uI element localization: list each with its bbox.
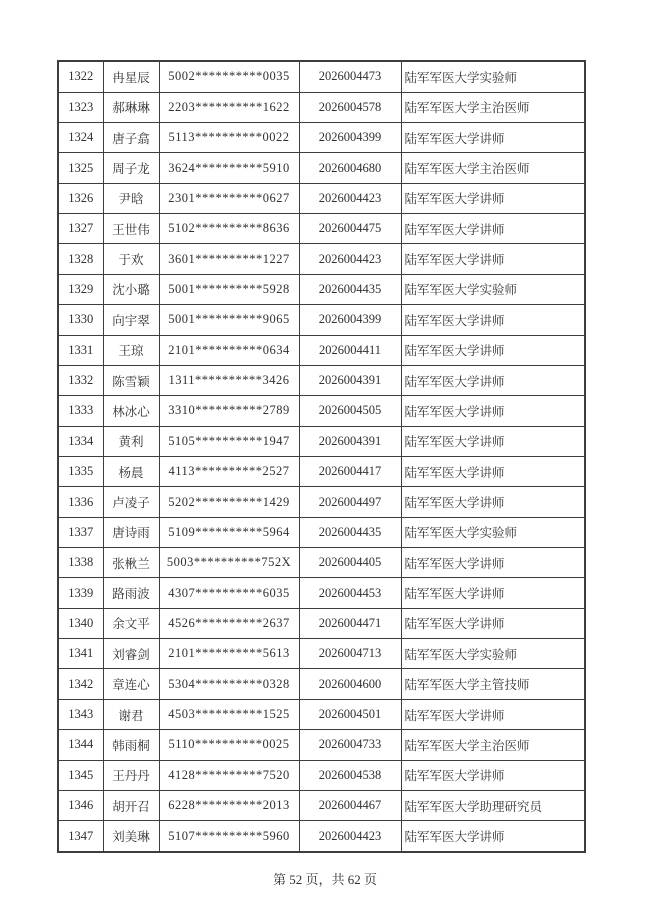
- cell-name: 林冰心: [103, 396, 159, 426]
- cell-id-number: 2101**********0634: [159, 335, 299, 365]
- cell-registration-number: 2026004423: [299, 244, 401, 274]
- cell-id-number: 5001**********9065: [159, 305, 299, 335]
- cell-name: 卢凌子: [103, 487, 159, 517]
- cell-serial-number: 1335: [58, 456, 103, 486]
- cell-name: 韩雨桐: [103, 730, 159, 760]
- cell-serial-number: 1333: [58, 396, 103, 426]
- cell-name: 黄利: [103, 426, 159, 456]
- cell-unit-title: 陆军军医大学讲师: [401, 608, 585, 638]
- cell-id-number: 2203**********1622: [159, 92, 299, 122]
- cell-registration-number: 2026004501: [299, 699, 401, 729]
- cell-registration-number: 2026004467: [299, 790, 401, 820]
- cell-id-number: 4526**********2637: [159, 608, 299, 638]
- cell-id-number: 5001**********5928: [159, 274, 299, 304]
- cell-name: 王丹丹: [103, 760, 159, 790]
- table-row: [58, 548, 585, 578]
- cell-serial-number: 1325: [58, 153, 103, 183]
- cell-registration-number: 2026004435: [299, 274, 401, 304]
- cell-serial-number: 1346: [58, 790, 103, 820]
- cell-registration-number: 2026004475: [299, 214, 401, 244]
- cell-serial-number: 1328: [58, 244, 103, 274]
- cell-name: 冉星辰: [103, 61, 159, 92]
- table-row: [58, 456, 585, 486]
- cell-serial-number: 1323: [58, 92, 103, 122]
- table-body: [58, 61, 585, 852]
- cell-registration-number: 2026004473: [299, 61, 401, 92]
- cell-serial-number: 1344: [58, 730, 103, 760]
- cell-serial-number: 1334: [58, 426, 103, 456]
- cell-unit-title: 陆军军医大学主治医师: [401, 153, 585, 183]
- cell-id-number: 4503**********1525: [159, 699, 299, 729]
- cell-unit-title: 陆军军医大学讲师: [401, 456, 585, 486]
- cell-id-number: 5202**********1429: [159, 487, 299, 517]
- cell-serial-number: 1336: [58, 487, 103, 517]
- cell-unit-title: 陆军军医大学主治医师: [401, 730, 585, 760]
- cell-unit-title: 陆军军医大学实验师: [401, 274, 585, 304]
- cell-serial-number: 1343: [58, 699, 103, 729]
- cell-unit-title: 陆军军医大学讲师: [401, 305, 585, 335]
- cell-id-number: 5304**********0328: [159, 669, 299, 699]
- cell-registration-number: 2026004411: [299, 335, 401, 365]
- cell-unit-title: 陆军军医大学讲师: [401, 699, 585, 729]
- cell-id-number: 2101**********5613: [159, 639, 299, 669]
- cell-registration-number: 2026004435: [299, 517, 401, 547]
- cell-name: 尹晗: [103, 183, 159, 213]
- cell-serial-number: 1345: [58, 760, 103, 790]
- cell-unit-title: 陆军军医大学讲师: [401, 760, 585, 790]
- cell-unit-title: 陆军军医大学讲师: [401, 426, 585, 456]
- cell-name: 胡开召: [103, 790, 159, 820]
- cell-serial-number: 1332: [58, 365, 103, 395]
- cell-unit-title: 陆军军医大学讲师: [401, 214, 585, 244]
- cell-serial-number: 1331: [58, 335, 103, 365]
- cell-registration-number: 2026004453: [299, 578, 401, 608]
- table-row: [58, 426, 585, 456]
- cell-serial-number: 1338: [58, 548, 103, 578]
- cell-serial-number: 1327: [58, 214, 103, 244]
- cell-registration-number: 2026004391: [299, 426, 401, 456]
- table-row: [58, 123, 585, 153]
- cell-unit-title: 陆军军医大学讲师: [401, 183, 585, 213]
- cell-name: 唐子翕: [103, 123, 159, 153]
- cell-id-number: 4113**********2527: [159, 456, 299, 486]
- cell-serial-number: 1341: [58, 639, 103, 669]
- cell-registration-number: 2026004423: [299, 821, 401, 852]
- page-footer: 第 52 页，共 62 页: [272, 872, 377, 887]
- cell-unit-title: 陆军军医大学实验师: [401, 61, 585, 92]
- table-row: [58, 274, 585, 304]
- table-row: [58, 608, 585, 638]
- cell-serial-number: 1340: [58, 608, 103, 638]
- cell-id-number: 3624**********5910: [159, 153, 299, 183]
- cell-registration-number: 2026004399: [299, 123, 401, 153]
- cell-id-number: 5003**********752X: [159, 548, 299, 578]
- cell-name: 章连心: [103, 669, 159, 699]
- cell-unit-title: 陆军军医大学讲师: [401, 335, 585, 365]
- cell-unit-title: 陆军军医大学主治医师: [401, 92, 585, 122]
- cell-serial-number: 1324: [58, 123, 103, 153]
- table-row: [58, 153, 585, 183]
- cell-name: 谢君: [103, 699, 159, 729]
- cell-id-number: 5110**********0025: [159, 730, 299, 760]
- cell-id-number: 2301**********0627: [159, 183, 299, 213]
- cell-registration-number: 2026004497: [299, 487, 401, 517]
- cell-id-number: 4307**********6035: [159, 578, 299, 608]
- cell-name: 唐诗雨: [103, 517, 159, 547]
- cell-unit-title: 陆军军医大学讲师: [401, 821, 585, 852]
- cell-name: 余文平: [103, 608, 159, 638]
- table-row: [58, 730, 585, 760]
- cell-registration-number: 2026004505: [299, 396, 401, 426]
- table-row: [58, 578, 585, 608]
- cell-name: 杨晨: [103, 456, 159, 486]
- table-row: [58, 396, 585, 426]
- cell-unit-title: 陆军军医大学实验师: [401, 639, 585, 669]
- cell-serial-number: 1339: [58, 578, 103, 608]
- table-row: [58, 335, 585, 365]
- cell-name: 郝琳琳: [103, 92, 159, 122]
- cell-name: 沈小璐: [103, 274, 159, 304]
- cell-name: 王琼: [103, 335, 159, 365]
- table-row: [58, 305, 585, 335]
- cell-id-number: 5109**********5964: [159, 517, 299, 547]
- cell-id-number: 5113**********0022: [159, 123, 299, 153]
- cell-serial-number: 1347: [58, 821, 103, 852]
- cell-name: 陈雪颖: [103, 365, 159, 395]
- cell-id-number: 6228**********2013: [159, 790, 299, 820]
- cell-name: 刘睿剑: [103, 639, 159, 669]
- cell-name: 王世伟: [103, 214, 159, 244]
- cell-name: 张楸兰: [103, 548, 159, 578]
- cell-name: 于欢: [103, 244, 159, 274]
- cell-unit-title: 陆军军医大学讲师: [401, 578, 585, 608]
- cell-name: 路雨波: [103, 578, 159, 608]
- cell-serial-number: 1337: [58, 517, 103, 547]
- table-row: [58, 639, 585, 669]
- table-row: [58, 790, 585, 820]
- cell-registration-number: 2026004391: [299, 365, 401, 395]
- cell-id-number: 4128**********7520: [159, 760, 299, 790]
- cell-registration-number: 2026004423: [299, 183, 401, 213]
- cell-unit-title: 陆军军医大学讲师: [401, 365, 585, 395]
- table-row: [58, 517, 585, 547]
- cell-unit-title: 陆军军医大学讲师: [401, 396, 585, 426]
- cell-id-number: 5102**********8636: [159, 214, 299, 244]
- cell-unit-title: 陆军军医大学讲师: [401, 487, 585, 517]
- cell-unit-title: 陆军军医大学讲师: [401, 548, 585, 578]
- cell-registration-number: 2026004733: [299, 730, 401, 760]
- cell-id-number: 5105**********1947: [159, 426, 299, 456]
- table-row: [58, 214, 585, 244]
- cell-id-number: 5002**********0035: [159, 61, 299, 92]
- cell-name: 刘美琳: [103, 821, 159, 852]
- table-row: [58, 669, 585, 699]
- cell-serial-number: 1342: [58, 669, 103, 699]
- cell-name: 周子龙: [103, 153, 159, 183]
- table-row: [58, 92, 585, 122]
- table-row: [58, 487, 585, 517]
- personnel-table: [57, 60, 586, 853]
- table-row: [58, 699, 585, 729]
- cell-registration-number: 2026004578: [299, 92, 401, 122]
- cell-registration-number: 2026004713: [299, 639, 401, 669]
- table-row: [58, 760, 585, 790]
- cell-serial-number: 1326: [58, 183, 103, 213]
- cell-registration-number: 2026004405: [299, 548, 401, 578]
- cell-id-number: 1311**********3426: [159, 365, 299, 395]
- cell-registration-number: 2026004399: [299, 305, 401, 335]
- cell-id-number: 5107**********5960: [159, 821, 299, 852]
- cell-unit-title: 陆军军医大学助理研究员: [401, 790, 585, 820]
- cell-unit-title: 陆军军医大学实验师: [401, 517, 585, 547]
- cell-registration-number: 2026004471: [299, 608, 401, 638]
- cell-registration-number: 2026004680: [299, 153, 401, 183]
- cell-registration-number: 2026004417: [299, 456, 401, 486]
- cell-unit-title: 陆军军医大学主管技师: [401, 669, 585, 699]
- cell-unit-title: 陆军军医大学讲师: [401, 123, 585, 153]
- cell-id-number: 3310**********2789: [159, 396, 299, 426]
- cell-name: 向宇翠: [103, 305, 159, 335]
- table-row: [58, 365, 585, 395]
- table-row: [58, 61, 585, 92]
- table-row: [58, 821, 585, 852]
- cell-serial-number: 1329: [58, 274, 103, 304]
- cell-registration-number: 2026004600: [299, 669, 401, 699]
- cell-serial-number: 1322: [58, 61, 103, 92]
- table-row: [58, 183, 585, 213]
- cell-serial-number: 1330: [58, 305, 103, 335]
- cell-id-number: 3601**********1227: [159, 244, 299, 274]
- cell-unit-title: 陆军军医大学讲师: [401, 244, 585, 274]
- cell-registration-number: 2026004538: [299, 760, 401, 790]
- table-row: [58, 244, 585, 274]
